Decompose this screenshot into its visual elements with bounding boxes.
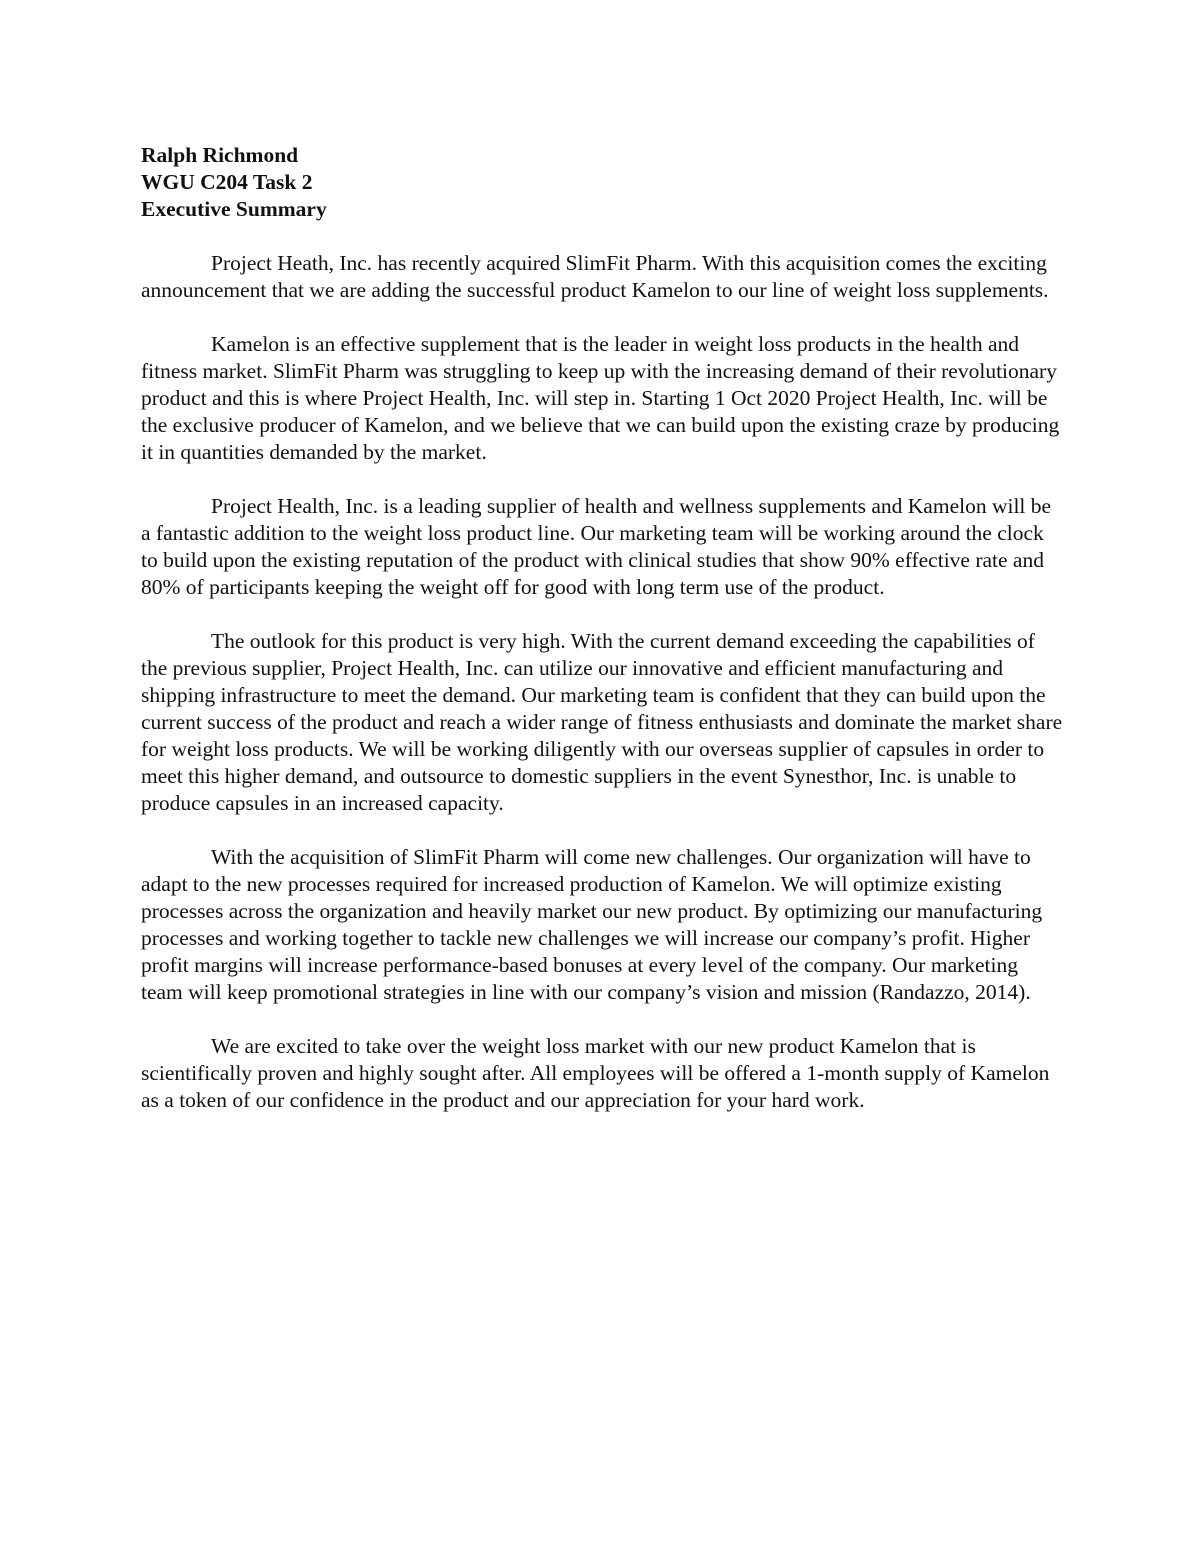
paragraph-acquisition: Project Heath, Inc. has recently acquired SlimFit Pharm. With this acquisition comes the exciting announcement that we are adding the successful product Kamelon to our line of weight loss supplements.: [141, 251, 1049, 302]
paragraph-outlook: The outlook for this product is very high. With the current demand exceeding the capabilities of the previous supplier, Project Health, Inc. can utilize our innovative and efficient manufacturing and shipping infrastructure to meet the demand. Our marketing team is confident that they can build upon the current success of the product and reach a wider range of fitness enthusiasts and dominate the market share for weight loss products. We will be working diligently with our overseas supplier of capsules in order to meet this higher demand, and outsource to domestic suppliers in the event Synesthor, Inc. is unable to produce capsules in an increased capacity.: [141, 629, 1063, 815]
paragraph-closing: We are excited to take over the weight loss market with our new product Kamelon that is scientifically proven and highly sought after. All employees will be offered a 1-month supply of Kamelon as a token of our confidence in the product and our appreciation for your hard work.: [141, 1034, 1050, 1112]
document-body: [141, 142, 1063, 1114]
author-name: Ralph Richmond: [141, 143, 299, 167]
document-title: Executive Summary: [141, 197, 327, 221]
paragraph-company-supplier: Project Health, Inc. is a leading supplier of health and wellness supplements and Kamelon will be a fantastic addition to the weight loss product line. Our marketing team will be working around the clock to build upon the existing reputation of the product with clinical studies that show 90% effective rate and 80% of participants keeping the weight off for good with long term use of the product.: [141, 494, 1052, 599]
paragraph-challenges: With the acquisition of SlimFit Pharm will come new challenges. Our organization will have to adapt to the new processes required for increased production of Kamelon. We will optimize existing processes across the organization and heavily market our new product. By optimizing our manufacturing processes and working together to tackle new challenges we will increase our company’s profit. Higher profit margins will increase performance-based bonuses at every level of the company. Our marketing team will keep promotional strategies in line with our company’s vision and mission (Randazzo, 2014).: [141, 845, 1043, 1004]
course-line: WGU C204 Task 2: [141, 170, 313, 194]
paragraph-kamelon-overview: Kamelon is an effective supplement that is the leader in weight loss products in the health and fitness market. SlimFit Pharm was struggling to keep up with the increasing demand of their revolutionary product and this is where Project Health, Inc. will step in. Starting 1 Oct 2020 Project Health, Inc. will be the exclusive producer of Kamelon, and we believe that we can build upon the existing craze by producing it in quantities demanded by the market.: [141, 332, 1060, 464]
